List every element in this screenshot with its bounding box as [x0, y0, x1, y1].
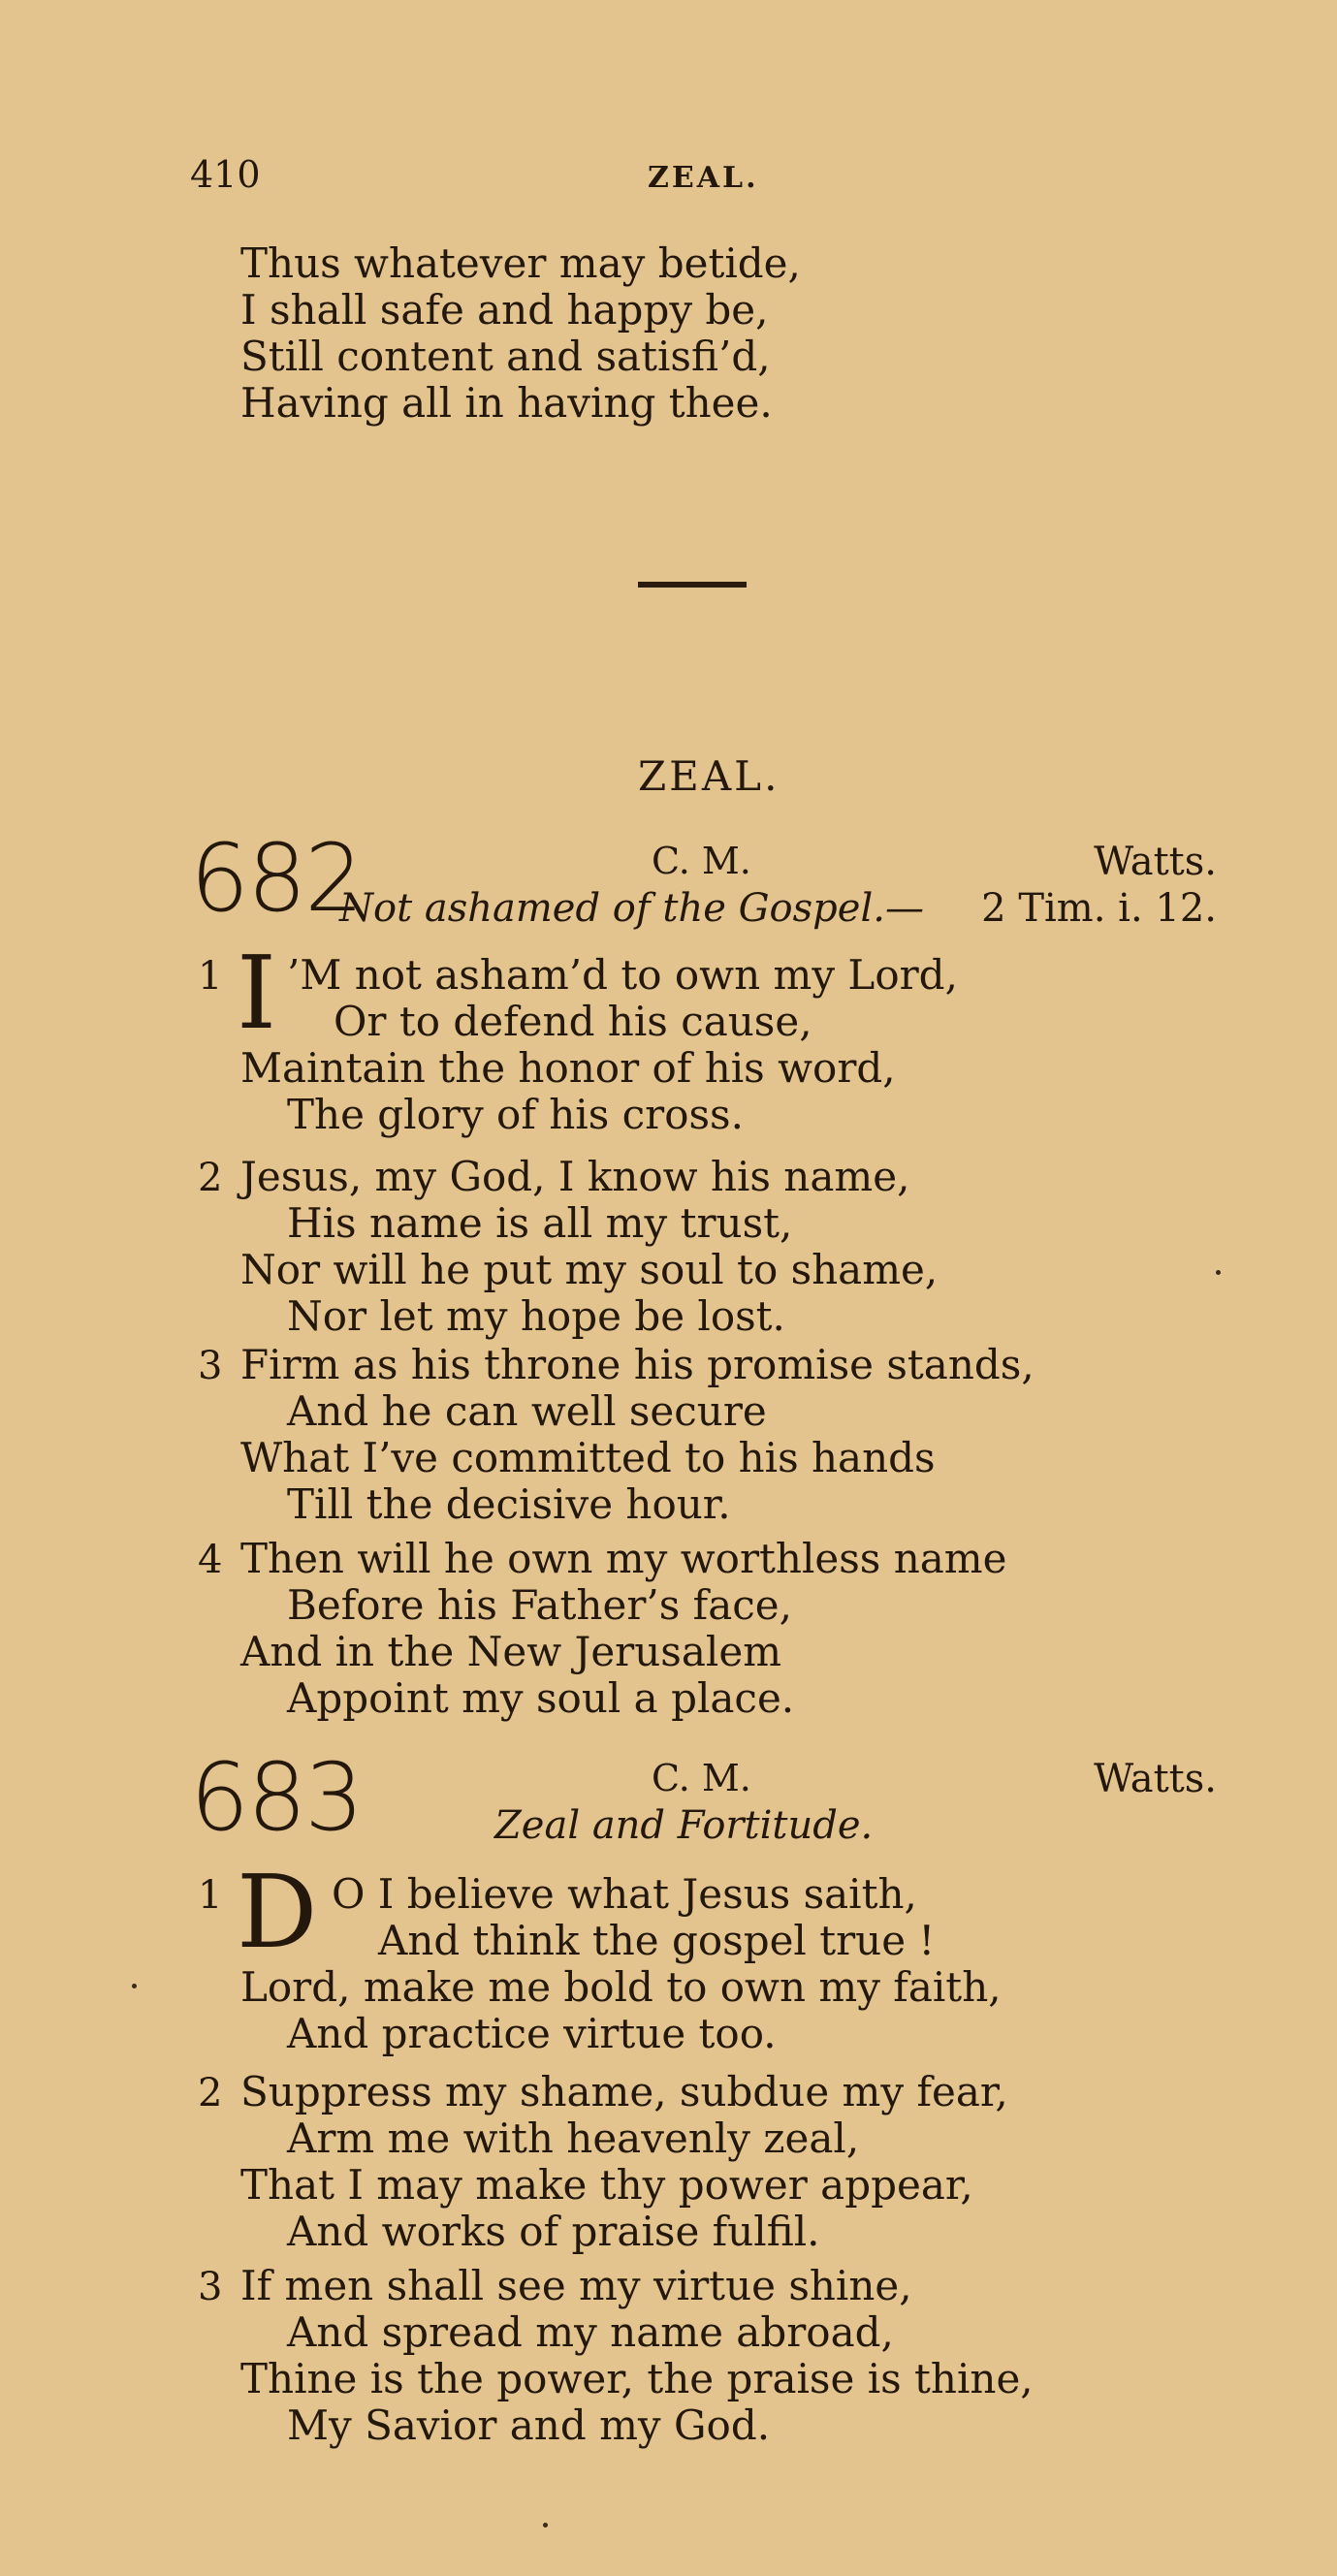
verse-line: And think the gospel true !	[378, 1917, 936, 1964]
verse-line: If men shall see my virtue shine,	[240, 2262, 912, 2309]
verse-line: And in the New Jerusalem	[240, 1628, 782, 1675]
hymn-meter: C. M.	[652, 1757, 751, 1799]
verse-line: What I’ve committed to his hands	[240, 1434, 936, 1481]
verse-line: Having all in having thee.	[240, 379, 773, 427]
verse-line: Thus whatever may betide,	[240, 239, 801, 287]
verse-line: ’M not asham’d to own my Lord,	[287, 951, 958, 999]
verse-line: Jesus, my God, I know his name,	[240, 1153, 910, 1200]
print-speck	[132, 1984, 137, 1988]
verse-line: Maintain the honor of his word,	[240, 1044, 896, 1092]
page-number: 410	[190, 153, 261, 196]
verse-line: Firm as his throne his promise stands,	[240, 1341, 1035, 1388]
section-title: ZEAL.	[638, 752, 780, 800]
hymn-number: 683	[190, 1743, 363, 1852]
hymn-author: Watts.	[1094, 840, 1217, 884]
hymn-number: 682	[190, 824, 363, 933]
hymn-meter: C. M.	[652, 840, 751, 882]
verse-line: Nor let my hope be lost.	[287, 1292, 785, 1340]
verse-line: That I may make thy power appear,	[240, 2161, 973, 2209]
hymn-author: Watts.	[1094, 1757, 1217, 1801]
verse-line: And practice virtue too.	[287, 2010, 777, 2057]
stanza-number: 2	[198, 2071, 223, 2115]
verse-line: Still content and satisfi’d,	[240, 333, 771, 380]
verse-line: Appoint my soul a place.	[287, 1674, 795, 1722]
stanza-number: 1	[198, 954, 223, 999]
verse-line: Arm me with heavenly zeal,	[287, 2115, 860, 2162]
verse-line: Thine is the power, the praise is thine,	[240, 2355, 1034, 2402]
stanza-number: 4	[198, 1538, 223, 1582]
verse-line: Till the decisive hour.	[287, 1480, 731, 1528]
verse-line: And works of praise fulfil.	[287, 2208, 820, 2255]
stanza-number: 1	[198, 1873, 223, 1918]
verse-line: Lord, make me bold to own my faith,	[240, 1963, 1002, 2011]
drop-cap: D	[237, 1853, 318, 1971]
stanza-number: 3	[198, 1344, 223, 1388]
verse-line: And spread my name abroad,	[287, 2308, 894, 2356]
verse-line: The glory of his cross.	[287, 1091, 744, 1138]
verse-line: His name is all my trust,	[287, 1199, 793, 1247]
stanza-number: 3	[198, 2265, 223, 2309]
verse-line: I shall safe and happy be,	[240, 286, 769, 334]
verse-line: Before his Father’s face,	[287, 1581, 792, 1629]
hymn-subtitle: Not ashamed of the Gospel.—	[339, 886, 924, 931]
verse-line: Then will he own my worthless name	[240, 1535, 1007, 1582]
verse-line: And he can well secure	[287, 1387, 767, 1435]
verse-line: Or to defend his cause,	[334, 998, 812, 1045]
running-title: ZEAL.	[648, 161, 759, 195]
verse-line: Nor will he put my soul to shame,	[240, 1246, 939, 1293]
print-speck	[1216, 1270, 1221, 1275]
verse-line: Suppress my shame, subdue my fear,	[240, 2068, 1008, 2115]
stanza-number: 2	[198, 1156, 223, 1200]
section-divider	[638, 582, 747, 588]
hymn-subtitle: Zeal and Fortitude.	[494, 1803, 874, 1848]
print-speck	[543, 2523, 548, 2528]
verse-line: My Savior and my God.	[287, 2401, 771, 2449]
drop-cap: I	[237, 934, 277, 1052]
scripture-reference: 2 Tim. i. 12.	[981, 886, 1217, 931]
verse-line: O I believe what Jesus saith,	[332, 1870, 917, 1918]
